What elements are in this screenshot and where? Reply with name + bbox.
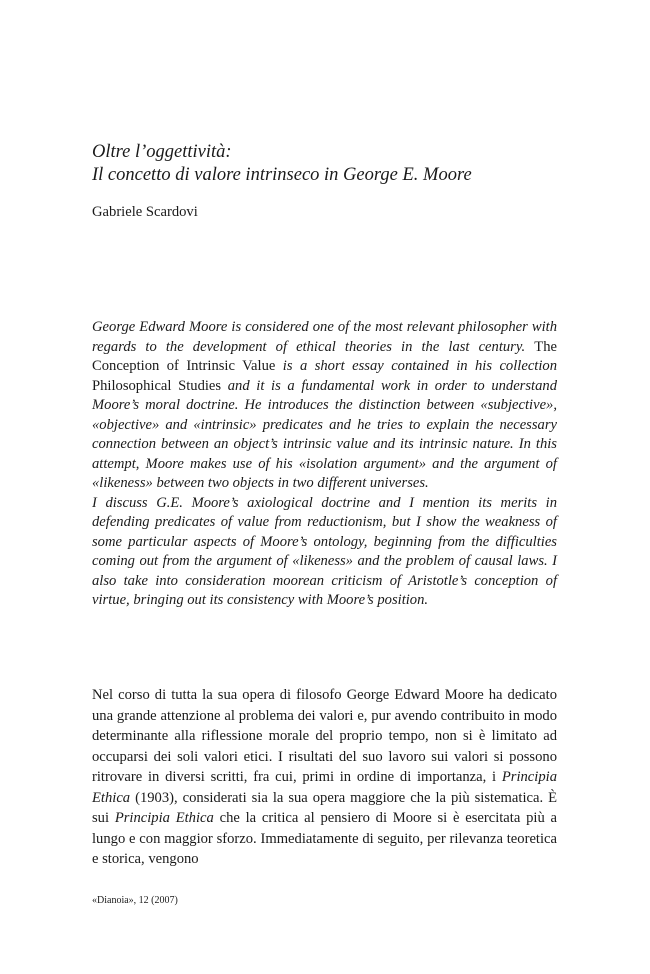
journal-footer: «Dianoia», 12 (2007) <box>92 895 178 906</box>
body-paragraph <box>92 685 557 870</box>
title-line-2: Il concetto di valore intrinseco in George E. Moore <box>92 165 472 185</box>
abstract-paragraph-1 <box>92 318 557 494</box>
abstract-text-run: is a short essay contained in his collection <box>275 358 557 374</box>
book-title-ref: Principia Ethica <box>114 810 214 826</box>
book-title-ref: Principia Ethica <box>92 769 557 806</box>
abstract-text-run: and it is a fundamental work in order to understand Moore’s moral doctrine. He introduces the distinction between «subjective», «objective» and «intrinsic» predicates and he tries to explain the necessary connection between an object’s intrinsic value and its intrinsic nature. In this attempt, Moore makes use of his «isolation argument» and the argument of «likeness» between two objects in two different universes. <box>92 377 557 491</box>
body-text-run: che la critica al pensiero di Moore si è esercitata più a lungo e con maggior sforzo. Immediatamente di seguito, per rilevanza teoretica e storica, vengono <box>92 810 557 867</box>
abstract-paragraph-2: I discuss G.E. Moore’s axiological doctrine and I mention its merits in defending predicates of value from reductionism, but I show the weakness of some particular aspects of Moore’s ontology, beginning from the difficulties coming out from the argument of «likeness» and the problem of causal laws. I also take into consideration moorean criticism of Aristotle’s conception of virtue, bringing out its consistency with Moore’s position. <box>92 494 557 608</box>
abstract-title-ref: The Conception of Intrinsic Value <box>92 338 557 374</box>
abstract-title-ref: Philosophical Studies <box>92 377 222 394</box>
title-line-1: Oltre l’oggettività: <box>92 142 232 162</box>
author-name: Gabriele Scardovi <box>92 204 198 220</box>
body-text-run: (1903), considerati sia la sua opera maggiore che la più sistematica. È sui <box>92 789 557 826</box>
body-text-run: Nel corso di tutta la sua opera di filosofo George Edward Moore ha dedicato una grande attenzione al problema dei valori e, pur avendo contribuito in modo determinante alla riflessione morale del proprio tempo, non si è limitato ad occuparsi dei soli valori etici. I risultati del suo lavoro sui valori si possono ritrovare in diversi scritti, fra cui, primi in ordine di importanza, i <box>92 687 557 785</box>
article-title <box>92 141 562 187</box>
abstract-text-run: George Edward Moore is considered one of the most relevant philosopher with regards to the development of ethical theories in the last century. <box>92 319 557 355</box>
abstract <box>92 318 557 611</box>
